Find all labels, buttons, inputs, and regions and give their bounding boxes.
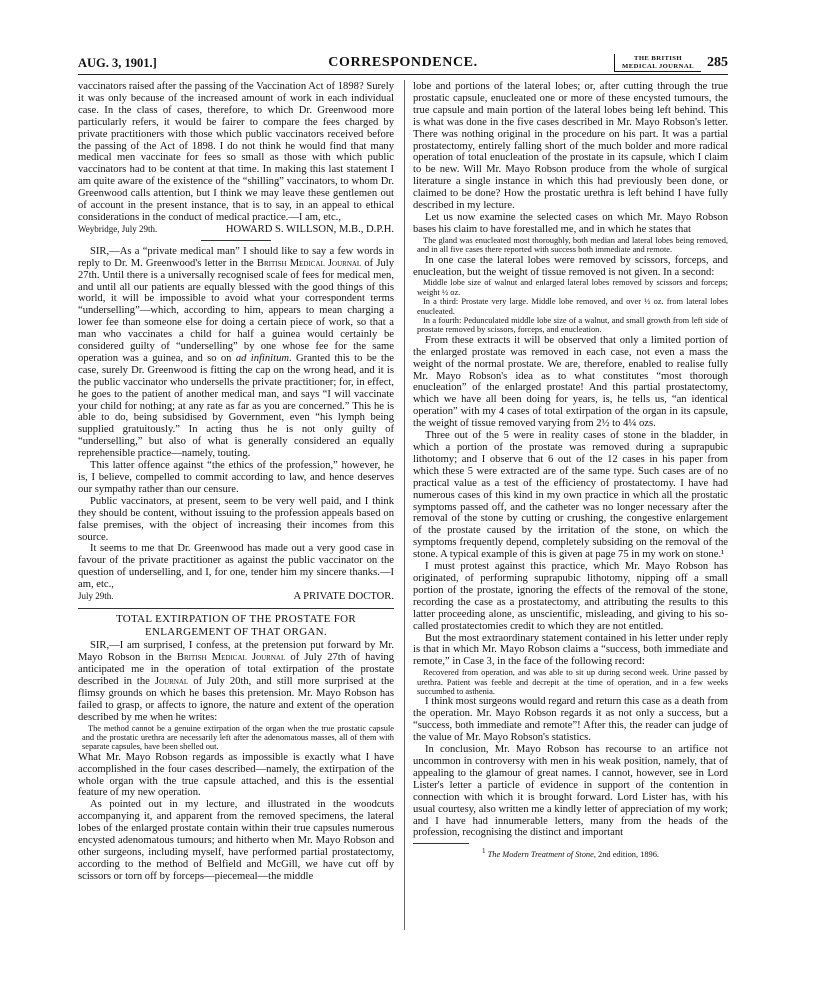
journal-mark-line2: MEDICAL JOURNAL <box>622 63 694 71</box>
footnote-edition: , 2nd edition, 1896. <box>593 850 659 860</box>
article-continuation-9: In conclusion, Mr. Mayo Robson has recourse to an artifice not uncommon in controversy with men in his weak position, namely, that of appealing to the glamour of great names. I cannot, however, see in Lord Lister's letter a particle of evidence in support of the contention in connection with which it is brought forward. Lord Lister has, with his usual courtesy, also written me a kindly letter of appreciation of my work; and I have had innumerable letters, many from the heads of the profession, recognising the distinct and important <box>413 744 728 839</box>
article-continuation-4: From these extracts it will be observed that only a limited portion of the enlarged prostate was removed in each case, not even a mass the weight of the normal prostate. We are, therefore, enabled to realise fully Mr. Mayo Robson's idea as to what constitutes “most thorough enucleation” of the enlarged prostate! And this partial prostatectomy, which we have all been doing for years, is, he tells us, “an identical operation” with my 4 cases of total extirpation of the organ in its capsule, the weight of tissue removed varying from 2½ to 4¼ ozs. <box>413 334 728 430</box>
issue-date: AUG. 3, 1901.] <box>78 56 157 70</box>
article-continuation-1: lobe and portions of the lateral lobes; or, after cutting through the true prostatic capsule, enucleated one or more of these encysted tumours, the true capsule and main portion of the lateral lobes being left behind. This is what was done in the five cases described in Mr. Mayo Robson's letter. There was nothing original in the procedure on his part. It was a partial prostatectomy, entirely falling short of the much bolder and more radical operation of total enucleation of the prostate in its capsule, which I claim to be new. Will Mr. Mayo Robson produce from the whole of surgical literature a single instance in which this had previously been done, or claimed to be done? How the prostatic urethra is left behind I have fully described in my lecture. <box>413 81 728 212</box>
willson-letter-text: vaccinators raised after the passing of the Vaccination Act of 1898? Surely it was only because of the increased amount of work in each individual case. In the class of cases, therefore, to which Dr. Greenwood more particularly refers, it would be fairer to compare the fees charged by private practitioners with those which public vaccinators received before the passing of the Act of 1898. I do not think he would find that many medical men vaccinate for fees so small as those with which public vaccinators had to be content at that time. In making this last statement I am quite aware of the existence of the “shilling” vaccinators, to whom Dr. Greenwood calls attention, but I think we may leave these gentlemen out of account in the present instance, that is to say, in an appeal to ethical considerations in the conduct of medical practice.—I am, etc., <box>78 81 394 223</box>
article-quote-4: In a third: Prostate very large. Middle lobe removed, and over ½ oz. from lateral lobes enucleated. <box>417 297 728 316</box>
column-divider <box>404 80 405 930</box>
willson-signature: HOWARD S. WILLSON, M.B., D.P.H. <box>225 223 394 235</box>
footnote <box>413 846 728 860</box>
footnote-rule <box>413 843 469 844</box>
article-paragraph-1: SIR,—I am surprised, I confess, at the pretension put forward by Mr. Mayo Robson in the British Medical Journal of July 27th of having anticipated me in the operation of total extirpation of the prostate described in the Journal of July 20th, and still more surprised at the flimsy grounds on which he bases this pretension. Mr. Mayo Robson has failed to grasp, or affects to ignore, the nature and extent of the operation described by me when he writes: <box>78 640 395 723</box>
article-paragraph-2: What Mr. Mayo Robson regards as impossible is exactly what I have accomplished in the four cases described—namely, the extirpation of the whole organ with the true capsule attached, and this is the essential feature of my new operation. <box>78 751 394 799</box>
page-number: 285 <box>707 55 728 70</box>
private-doctor-signature-line <box>78 591 394 603</box>
journal-mark <box>614 54 701 72</box>
article-continuation-6: I must protest against this practice, which Mr. Mayo Robson has originated, of performing suprapubic lithotomy, nipping off a small portion of the prostate, ignoring the effects of the removal of the stone, recording the case as a prostatectomy, and attributing the results to this latter proceeding alone, as unscientific, misleading, and giving to his so-called prostatectomies credit to which they are not entitled. <box>413 561 728 632</box>
article-continuation-2: Let us now examine the selected cases on which Mr. Mayo Robson bases his claim to have forestalled me, and in which he states that <box>413 211 728 235</box>
article-quote-5: In a fourth: Pedunculated middle lobe size of a walnut, and small growth from left side of prostate removed by scissors, forceps, and enucleation. <box>417 316 728 335</box>
willson-signature-line <box>78 224 394 236</box>
article-continuation-5: Three out of the 5 were in reality cases of stone in the bladder, in which a portion of the prostate was removed during a suprapubic lithotomy; and I observe that 6 out of the 12 cases in his paper from which these 5 were extracted are of the same type. Such cases are of no practical value as a test of the efficiency of prostatectomy. I have had numerous cases of this kind in my own practice in which all the prostatic symptoms passed off, and the catheter was no longer necessary after the removal of the stone by cutting or crushing, the congestive enlargement of the prostate caused by the irritation of the stone, on which the symptoms frequently depend, completely subsiding on the removal of the stone. A typical example of this is given at page 75 in my work on stone.¹ <box>413 430 728 561</box>
private-doctor-signature: A PRIVATE DOCTOR. <box>293 591 394 603</box>
left-column <box>78 81 394 883</box>
private-doctor-paragraph-1: SIR,—As a “private medical man” I should like to say a few words in reply to Dr. M. Greenwood's letter in the British Medical Journal of July 27th. Until there is a universally recognised scale of fees for medical men, and until all our patients are equally blessed with the good things of this world, it will be impossible to avoid what your correspondent terms “underselling”—which, according to him, appears to mean charging a lower fee than someone else for doing a certain piece of work, so that a man who vaccinates a child for half a guinea would certainly be considered guilty of “underselling” by one whose fee for the same operation was a guinea, and so on ad infinitum. Granted this to be the case, surely Dr. Greenwood is fitting the cap on the wrong head, and it is the public vaccinator who undersells the private practitioner; for, in effect, he goes to the patient of another medical man, and says “I will vaccinate your child for nothing; at any rate as far as you are concerned.” This he is able to do, being subsidised by Government, even “his lymph being supplied gratuitously.” In acting thus he is not only guilty of “underselling,” but also of what is generally considered an equally reprehensible practice—namely, touting. <box>78 245 395 460</box>
right-column <box>413 81 728 860</box>
journal-mark-line1: THE BRITISH <box>633 55 683 62</box>
section-separator <box>78 608 394 609</box>
letter-separator <box>201 240 271 241</box>
article-quote-1: The method cannot be a genuine extirpation of the organ when the true prostatic capsule and the prostatic urethra are necessarily left after the adenomatous masses, all of them with separate capsules, have been shelled out. <box>82 723 394 752</box>
running-header <box>78 54 728 74</box>
article-quote-3: Middle lobe size of walnut and enlarged lateral lobes removed by scissors and forceps; weight ½ oz. <box>417 278 728 297</box>
willson-place-date: Weybridge, July 29th. <box>78 223 158 234</box>
private-doctor-date: July 29th. <box>78 591 114 602</box>
private-doctor-paragraph-3: Public vaccinators, at present, seem to be very well paid, and I think they should be content, without issuing to the profession appeals based on false premises, with the object of increasing their incomes from this source. <box>78 495 394 543</box>
private-doctor-paragraph-2: This latter offence against “the ethics of the profession,” however, he is, I believe, compelled to commit according to law, and hence deserves our sympathy rather than our censure. <box>78 460 394 495</box>
section-title: CORRESPONDENCE. <box>328 55 478 70</box>
footnote-mark: 1 <box>482 847 486 856</box>
article-paragraph-3: As pointed out in my lecture, and illustrated in the woodcuts accompanying it, and apparent from the removed specimens, the lateral lobes of the enlarged prostate contain within their true capsules numerous encysted adenomatous tumours; and hitherto when Mr. Mayo Robson and other surgeons, including myself, have performed partial prostatectomy, according to the method of Belfield and McGill, we have cut off by scissors or torn off by forceps—piecemeal—the middle <box>78 799 394 882</box>
private-doctor-paragraph-4: It seems to me that Dr. Greenwood has made out a very good case in favour of the private practitioner as against the public vaccinator on the question of underselling, and I, for one, tender him my sincere thanks.—I am, etc., <box>78 543 394 591</box>
article-continuation-8: I think most surgeons would regard and return this case as a death from the operation. Mr. Mayo Robson regards it as not only a success, but a “success, both immediate and remote”! After this, the reader can judge of the value of Mr. Mayo Robson's statistics. <box>413 696 728 744</box>
footnote-book-title: The Modern Treatment of Stone <box>487 850 594 860</box>
header-rule <box>78 74 728 75</box>
article-continuation-3: In one case the lateral lobes were removed by scissors, forceps, and enucleation, but the weight of tissue removed is not given. In a second: <box>413 254 728 278</box>
article-quote-6: Recovered from operation, and was able to sit up during second week. Urine passed by urethra. Patient was feeble and decrepit at the time of operation, and in a few weeks succumbed to asthenia. <box>417 668 728 697</box>
article-continuation-7: But the most extraordinary statement contained in his letter under reply is that in which Mr. Mayo Robson claims a “success, both immediate and remote,” in Case 3, in the face of the following record: <box>413 632 728 668</box>
article-title: TOTAL EXTIRPATION OF THE PROSTATE FOR ENLARGEMENT OF THAT ORGAN. <box>115 612 357 638</box>
article-quote-2: The gland was enucleated most thoroughly, both median and lateral lobes being removed, and in all five cases there reported with success both immediate and remote. <box>417 235 728 255</box>
